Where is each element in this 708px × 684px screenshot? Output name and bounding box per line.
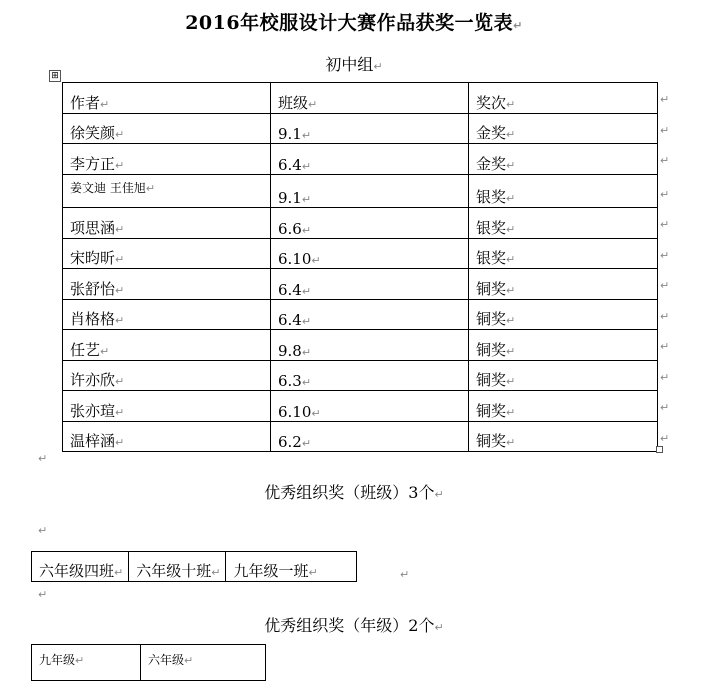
paragraph-mark-icon: ↵ [38, 452, 48, 465]
paragraph-mark-icon: ↵ [506, 405, 516, 419]
table-row [63, 421, 658, 452]
row-end-mark-icon: ↵ [660, 249, 670, 262]
paragraph-mark-icon: ↵ [115, 158, 125, 172]
paragraph-mark-icon: ↵ [308, 97, 318, 111]
paragraph-mark-icon: ↵ [301, 193, 312, 206]
table-row [63, 144, 658, 175]
table-row [63, 208, 658, 239]
paragraph-mark-icon: ↵ [506, 128, 516, 141]
row-end-mark-icon: ↵ [660, 124, 670, 137]
paragraph-mark-icon: ↵ [301, 437, 312, 450]
paragraph-mark-icon: ↵ [38, 524, 48, 537]
paragraph-mark-icon: ↵ [301, 223, 312, 237]
paragraph-mark-icon: ↵ [145, 181, 156, 195]
row-end-mark-icon: ↵ [660, 310, 670, 323]
paragraph-mark-icon: ↵ [301, 159, 312, 173]
paragraph-mark-icon: ↵ [506, 283, 516, 297]
column-header: 作者↵ [63, 83, 271, 114]
table-cell: 姜文迪 王佳旭↵ [63, 174, 271, 208]
paragraph-mark-icon: ↵ [506, 436, 516, 449]
paragraph-mark-icon: ↵ [434, 621, 444, 634]
table-cell: 铜奖↵ [469, 360, 658, 391]
table-cell: 宋昀昕↵ [63, 238, 271, 269]
paragraph-mark-icon: ↵ [506, 222, 516, 236]
paragraph-mark-icon: ↵ [115, 314, 125, 327]
table-cell: 6.6↵ [271, 208, 469, 239]
row-end-mark-icon: ↵ [660, 340, 670, 353]
table-cell: 银奖↵ [469, 208, 658, 239]
row-end-mark-icon: ↵ [660, 188, 670, 201]
paragraph-mark-icon: ↵ [115, 222, 125, 236]
row-end-mark-icon: ↵ [660, 401, 670, 414]
row-end-mark-icon: ↵ [660, 371, 670, 384]
table-row [63, 113, 658, 144]
paragraph-mark-icon: ↵ [100, 344, 110, 358]
table-row [63, 391, 658, 422]
table-resize-handle-icon[interactable] [656, 446, 663, 453]
grade-award-cell: 九年级↵ [32, 645, 141, 681]
paragraph-mark-icon: ↵ [211, 566, 221, 579]
paragraph-mark-icon: ↵ [301, 129, 312, 142]
table-cell: 6.4↵ [271, 299, 469, 330]
table-cell: 许亦欣↵ [63, 360, 271, 391]
column-header: 班级↵ [271, 83, 469, 114]
table-cell: 9.1↵ [271, 174, 469, 208]
table-cell: 银奖↵ [469, 174, 658, 208]
table-row [63, 269, 658, 300]
column-header: 奖次↵ [469, 83, 658, 114]
table-cell: 6.3↵ [271, 360, 469, 391]
paragraph-mark-icon: ↵ [115, 375, 125, 388]
paragraph-mark-icon: ↵ [100, 97, 110, 111]
paragraph-mark-icon: ↵ [301, 284, 312, 298]
table-row [63, 238, 658, 269]
table-cell: 6.2↵ [271, 421, 469, 452]
table-row [63, 174, 658, 208]
table-cell: 铜奖↵ [469, 299, 658, 330]
table-cell: 项思涵↵ [63, 208, 271, 239]
table-cell: 金奖↵ [469, 144, 658, 175]
paragraph-mark-icon: ↵ [434, 488, 444, 501]
paragraph-mark-icon: ↵ [301, 376, 312, 389]
paragraph-mark-icon: ↵ [311, 254, 321, 267]
table-cell: 6.10↵ [271, 391, 469, 422]
row-end-mark-icon: ↵ [660, 218, 670, 231]
paragraph-mark-icon: ↵ [373, 60, 383, 73]
grade-award-heading: 优秀组织奖（年级）2个↵ [264, 616, 444, 635]
paragraph-mark-icon: ↵ [506, 344, 516, 358]
paragraph-mark-icon: ↵ [115, 405, 125, 419]
paragraph-mark-icon: ↵ [115, 283, 125, 297]
table-cell: 6.10↵ [271, 238, 469, 269]
table-cell: 张亦瑄↵ [63, 391, 271, 422]
table-cell: 铜奖↵ [469, 269, 658, 300]
table-move-handle-icon[interactable]: ⊞ [49, 70, 61, 82]
table-cell: 徐笑颜↵ [63, 113, 271, 144]
document-title: 2016年校服设计大赛作品获奖一览表↵ [185, 12, 523, 34]
paragraph-mark-icon: ↵ [311, 406, 321, 420]
table-row [63, 330, 658, 361]
table-cell: 李方正↵ [63, 144, 271, 175]
paragraph-mark-icon: ↵ [38, 588, 48, 601]
paragraph-mark-icon: ↵ [115, 253, 125, 266]
paragraph-mark-icon: ↵ [400, 568, 410, 581]
grade-award-table [31, 644, 266, 681]
grade-award-cell: 六年级↵ [141, 645, 266, 681]
table-cell: 铜奖↵ [469, 421, 658, 452]
row-end-mark-icon: ↵ [660, 432, 670, 445]
table-cell: 肖格格↵ [63, 299, 271, 330]
winners-table [62, 82, 658, 452]
paragraph-mark-icon: ↵ [115, 436, 125, 449]
table-cell: 铜奖↵ [469, 330, 658, 361]
table-cell: 金奖↵ [469, 113, 658, 144]
table-cell: 张舒怡↵ [63, 269, 271, 300]
class-award-cell: 六年级十班↵ [129, 552, 226, 582]
paragraph-mark-icon: ↵ [506, 97, 516, 111]
class-award-heading: 优秀组织奖（班级）3个↵ [264, 483, 444, 502]
table-cell: 温梓涵↵ [63, 421, 271, 452]
paragraph-mark-icon: ↵ [513, 19, 523, 32]
paragraph-mark-icon: ↵ [506, 192, 516, 205]
table-cell: 银奖↵ [469, 238, 658, 269]
table-cell: 6.4↵ [271, 269, 469, 300]
paragraph-mark-icon: ↵ [506, 253, 516, 266]
class-award-table [31, 551, 357, 582]
paragraph-mark-icon: ↵ [506, 158, 516, 172]
table-cell: 6.4↵ [271, 144, 469, 175]
table-cell: 9.1↵ [271, 113, 469, 144]
paragraph-mark-icon: ↵ [301, 315, 312, 328]
table-cell: 9.8↵ [271, 330, 469, 361]
group-subtitle: 初中组↵ [325, 55, 383, 74]
class-award-cell: 六年级四班↵ [32, 552, 129, 582]
table-cell: 铜奖↵ [469, 391, 658, 422]
paragraph-mark-icon: ↵ [115, 128, 125, 141]
class-award-cell: 九年级一班↵ [226, 552, 357, 582]
row-end-mark-icon: ↵ [660, 93, 670, 106]
paragraph-mark-icon: ↵ [184, 654, 194, 667]
paragraph-mark-icon: ↵ [75, 654, 85, 667]
row-end-mark-icon: ↵ [660, 279, 670, 292]
table-row [63, 360, 658, 391]
paragraph-mark-icon: ↵ [114, 566, 124, 579]
table-row [63, 299, 658, 330]
paragraph-mark-icon: ↵ [301, 345, 312, 359]
paragraph-mark-icon: ↵ [506, 314, 516, 327]
paragraph-mark-icon: ↵ [506, 375, 516, 388]
row-end-mark-icon: ↵ [660, 154, 670, 167]
table-header-row [63, 83, 658, 114]
paragraph-mark-icon: ↵ [308, 566, 318, 579]
table-cell: 任艺↵ [63, 330, 271, 361]
